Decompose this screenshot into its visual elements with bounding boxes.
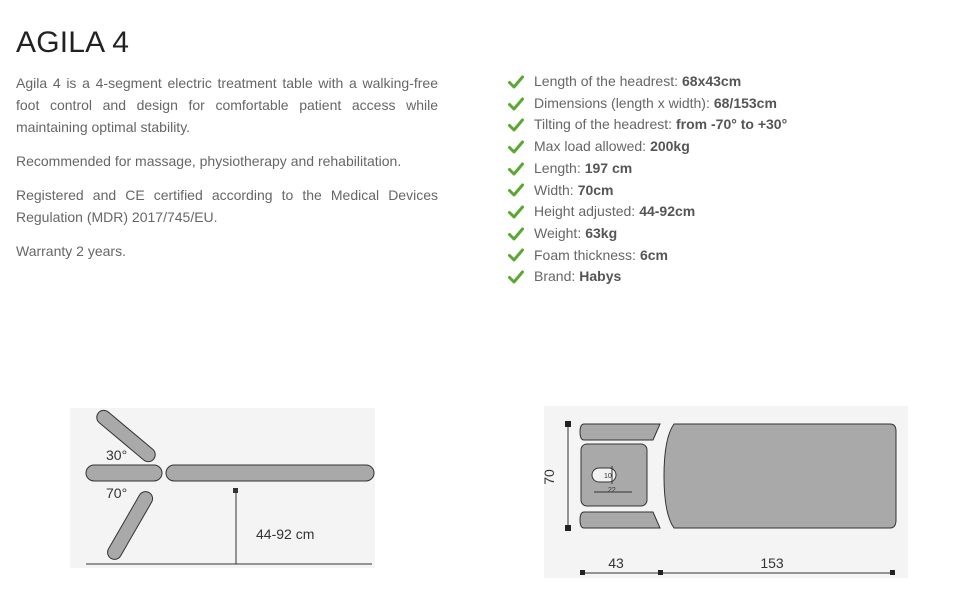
body-length-label: 153 [760, 555, 784, 571]
spec-label: Height adjusted: [534, 203, 636, 220]
spec-label: Foam thickness: [534, 246, 636, 263]
check-icon [508, 227, 524, 241]
spec-item [508, 266, 787, 288]
spec-item [508, 180, 787, 202]
spec-value: from -70° to +30° [676, 116, 788, 133]
spec-item [508, 71, 787, 93]
angle-down-label: 70° [106, 485, 128, 501]
table-body-top [664, 424, 896, 528]
spec-item [508, 114, 787, 136]
spec-label: Length of the headrest: [534, 73, 678, 89]
spec-value: 197 cm [584, 159, 633, 176]
headrest-segment [86, 465, 162, 481]
spec-value: 44-92cm [639, 203, 696, 220]
face-hole-label: 10 [604, 473, 612, 480]
spec-label: Dimensions (length x width): [534, 94, 710, 111]
spec-item [508, 136, 787, 158]
check-icon [508, 97, 524, 111]
check-icon [508, 118, 524, 132]
spec-label: Brand: [534, 268, 576, 285]
spec-item [508, 245, 787, 267]
spec-value: 200kg [650, 138, 690, 155]
height-marker [233, 488, 238, 493]
spec-item [508, 201, 787, 223]
height-range-label: 44-92 cm [256, 526, 315, 542]
dimension-tick [565, 525, 571, 531]
spec-label: Max load allowed: [534, 138, 647, 155]
dimension-tick [890, 570, 895, 575]
description-paragraph: Registered and CE certified according to the Medical Devices Regulation (MDR) 2017/745/EU. [16, 187, 438, 225]
spec-value: Habys [579, 268, 622, 285]
spec-label: Weight: [534, 224, 582, 241]
page-title: AGILA 4 [16, 26, 130, 59]
description-paragraph: Warranty 2 years. [16, 243, 126, 259]
face-hole-label: 22 [608, 487, 616, 494]
spec-value: 6cm [639, 246, 668, 263]
check-icon [508, 248, 524, 262]
dimension-tick [658, 570, 663, 575]
check-icon [508, 75, 524, 89]
spec-value: 68/153cm [713, 94, 777, 111]
description-paragraph: Agila 4 is a 4-segment electric treatment table with a walking-free foot control and design for comfortable patient access while maintaining optimal stability. [16, 75, 438, 135]
spec-label: Tilting of the headrest: [534, 116, 673, 133]
description-paragraph: Recommended for massage, physiotherapy and rehabilitation. [16, 153, 402, 169]
table-top-segment [166, 465, 374, 481]
spec-value: 63kg [585, 224, 618, 241]
spec-value: 68x43cm [682, 73, 742, 89]
check-icon [508, 205, 524, 219]
width-label: 70 [541, 469, 557, 485]
dimension-tick [580, 570, 585, 575]
spec-value: 70cm [577, 181, 614, 198]
spec-label: Length: [534, 159, 581, 176]
product-description [16, 72, 438, 274]
spec-item [508, 158, 787, 180]
angle-up-label: 30° [106, 447, 128, 463]
side-view-diagram [70, 396, 380, 576]
armrest-top [580, 424, 660, 440]
check-icon [508, 183, 524, 197]
spec-list [508, 71, 787, 288]
top-view-diagram [540, 404, 910, 584]
dimension-tick [565, 421, 571, 427]
check-icon [508, 140, 524, 154]
spec-item [508, 223, 787, 245]
spec-label: Width: [534, 181, 574, 198]
head-length-label: 43 [608, 555, 624, 571]
check-icon [508, 270, 524, 284]
armrest-bottom [580, 512, 660, 528]
check-icon [508, 162, 524, 176]
spec-item [508, 93, 787, 115]
